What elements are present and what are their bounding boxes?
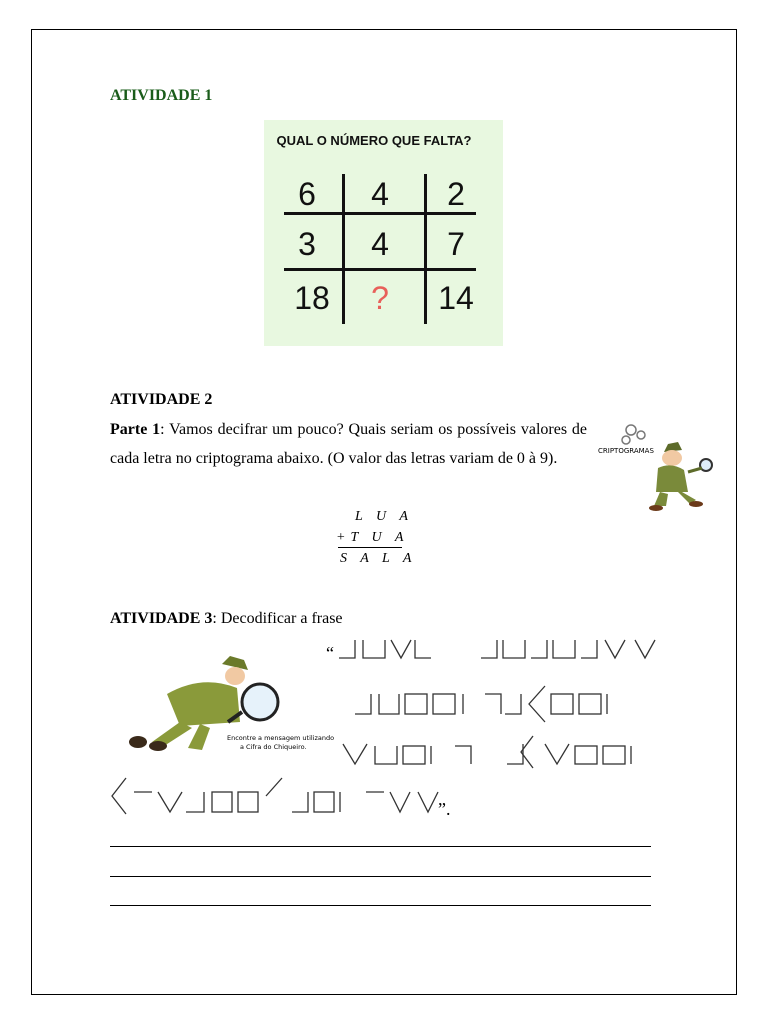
equation-line-1: L U A	[355, 509, 413, 524]
grid-cell: 3	[298, 226, 316, 262]
answer-line-1[interactable]	[110, 846, 651, 847]
grid-cell: 7	[447, 226, 465, 262]
pigpen-cipher-line-2	[108, 772, 448, 822]
pigpen-cipher-line-1	[335, 636, 665, 786]
grid-cell: 2	[447, 176, 465, 212]
activity3-heading	[110, 604, 343, 633]
cipher-caption-2: a Cifra do Chiqueiro.	[240, 743, 307, 751]
puzzle-title: QUAL O NÚMERO QUE FALTA?	[276, 133, 472, 148]
grid-cell: 4	[371, 176, 389, 212]
activity2-paragraph	[110, 415, 587, 473]
activity2-heading: ATIVIDADE 2	[110, 391, 213, 408]
activity1-heading: ATIVIDADE 1	[110, 87, 213, 104]
equation-line-2: +T U A	[336, 530, 409, 545]
part-label: Parte 1	[110, 421, 161, 438]
grid-cell: 14	[438, 280, 474, 316]
number-puzzle-box	[264, 120, 503, 346]
equation-line-3: S A L A	[340, 551, 417, 566]
cipher-caption: Encontre a mensagem utilizando	[227, 734, 335, 742]
activity3-label: ATIVIDADE 3	[110, 610, 213, 627]
activity3-subtitle: : Decodificar a frase	[212, 610, 343, 627]
answer-line-3[interactable]	[110, 905, 651, 906]
grid-line	[342, 174, 345, 324]
criptogramas-caption: CRIPTOGRAMAS	[598, 447, 654, 455]
detective-magnifier-image	[122, 652, 335, 764]
grid-cell: 18	[294, 280, 330, 316]
grid-cell: 4	[371, 226, 389, 262]
equation-rule	[338, 547, 402, 548]
answer-line-2[interactable]	[110, 876, 651, 877]
grid-line	[284, 268, 476, 271]
question-mark: ?	[371, 280, 389, 316]
close-quote: ”.	[438, 799, 451, 819]
grid-cell: 6	[298, 176, 316, 212]
open-quote: “	[326, 643, 334, 663]
part-text: : Vamos decifrar um pouco? Quais seriam os possíveis valores de cada letra no criptograma abaixo. (O valor das letras variam de 0 à 9).	[110, 421, 587, 467]
cryptogram-equation	[336, 506, 416, 569]
detective-image	[596, 420, 726, 515]
